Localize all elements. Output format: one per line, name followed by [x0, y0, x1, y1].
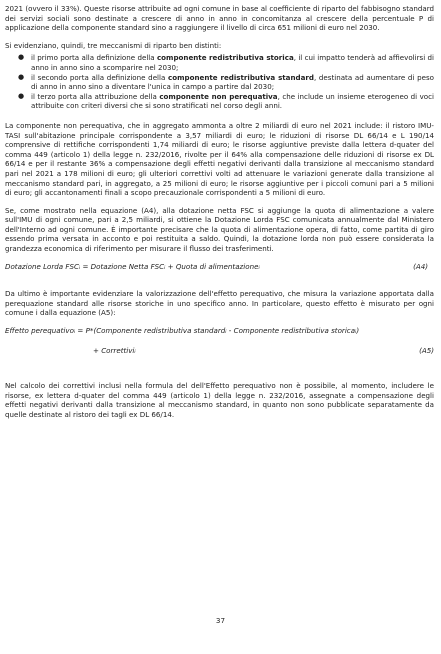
paragraph-gross-endowment: Se, come mostrato nella equazione (A4), alla dotazione netta FSC si aggiunge la quota di alimentazione a valere sull'IMU di ogni comune, pari a 2,5 miliardi, si ottiene la Dotazione Lorda FSC comunicata annualmente dal Ministero dell'Interno ad ogni comune. È importante precisare che la quota di alimentazione opera, di fatto, come partita di giro essendo prima versata in acconto e poi restituita a saldo. Quindi, la dotazione lorda non può essere considerata la grandezza economica di riferimento per misurare il flusso dei trasferimenti.	[5, 205, 434, 254]
list-item-text: , che include un insieme eterogeneo di voci attribuite con criteri diversi che si sono stratificati nel corso degli anni.	[31, 91, 435, 111]
list-item-text: , destinata ad aumentare di peso di anno in anno sino a diventare l'unica in campo a partire dal 2030;	[31, 72, 434, 92]
mechanisms-list	[5, 53, 434, 111]
paragraph-equalization-effect: Da ultimo è importante evidenziare la valorizzazione dell'effetto perequativo, che misura la variazione apportata dalla perequazione standard alle risorse storiche in uno specifico anno. In particolare, questo effetto è misurato per ogni comune i dalla equazione (A5):	[5, 289, 434, 318]
list-item-text: il secondo porta alla definizione della	[31, 72, 169, 82]
equation-a5-correttivi: + Correttiviᵢ	[93, 345, 136, 355]
bullet-icon: ●	[18, 72, 25, 81]
paragraph-non-perequative: La componente non perequativa, che in aggregato ammonta a oltre 2 miliardi di euro nel 2021 include: il ristoro IMU-TASI sull'abitazione principale corrispondente a 3,57 miliardi di euro; le riduzioni di risorse DL 66/14 e L 190/14 comprensive di rettifiche corrispondenti 1,74 miliardi di euro; le risorse aggiuntive previste dalla lettera d-quater del comma 449 (articolo 1) della legge n. 232/2016, rivolte per il 64% alla compensazione delle riduzioni di risorse ex DL 66/14 e per il restante 36% a compensazione degli effetti negativi derivanti dalla transizione al meccanismo standard pari nel 2021 a 178 milioni di euro; gli ulteriori correttivi volti ad attenuare le variazioni generate dalla transizione al meccanismo standard pari, in aggregato, a 25 milioni di euro; le risorse aggiuntive per i piccoli comuni pari a 5 milioni di euro; gli accantonamenti finali a scopo precauzionale corrispondenti a 5 milioni di euro.	[5, 120, 434, 198]
equation-a4-tag: (A4)	[413, 261, 428, 271]
list-item-bold: componente redistributiva standard	[168, 72, 314, 82]
bullet-icon: ●	[18, 53, 25, 62]
list-item-text: il terzo porta alla attribuzione della	[31, 91, 160, 101]
paragraph-correctives-note: Nel calcolo dei correttivi inclusi nella formula del dell'Effetto perequativo non è possibile, al momento, includere le risorse, ex lettera d-quater del comma 449 (articolo 1) della legge n. 232/2016, assegnate a compensazione degli effetti negativi derivanti dalla transizione al meccanismo standard, in quanto non sono pubblicate separatamente da quelle destinate al ristoro dei tagli ex DL 66/14.	[5, 381, 434, 419]
paragraph-intro: 2021 (ovvero il 33%). Queste risorse attribuite ad ogni comune in base al coefficiente di riparto del fabbisogno standard dei servizi sociali sono destinate a crescere di anno in anno in concomitanza al crescere della percentuale P di applicazione della componente standard sino a raggiungere il livello di circa 651 milioni di euro nel 2030.	[5, 4, 434, 33]
equation-a4	[5, 262, 434, 272]
list-item-bold: componente non perequativa	[159, 91, 278, 101]
page-number: 37	[215, 616, 226, 625]
equation-a5-tag: (A5)	[419, 345, 434, 355]
list-item-text: , il cui impatto tenderà ad affievolirsi di anno in anno sino a scomparire nel 2030;	[31, 53, 434, 72]
list-item-bold: componente redistributiva storica	[156, 53, 294, 63]
list-item	[5, 73, 434, 92]
list-item	[5, 92, 434, 111]
equation-a5-line2	[5, 346, 434, 356]
list-item-text: il primo porta alla definizione della	[31, 53, 157, 63]
paragraph-mechanisms-lead: Si evidenziano, quindi, tre meccanismi di riparto ben distinti:	[5, 40, 222, 50]
equation-a5-line1	[5, 326, 434, 336]
list-item	[5, 53, 434, 72]
equation-a5-text: Effetto perequativoᵢ = P*(Componente redistributiva standardᵢ - Componente redistributiva storicaᵢ)	[5, 326, 360, 336]
equation-a4-text: Dotazione Lorda FSCᵢ = Dotazione Netta FSCᵢ + Quota di alimentazioneᵢ	[5, 261, 260, 271]
bullet-icon: ●	[18, 91, 25, 100]
